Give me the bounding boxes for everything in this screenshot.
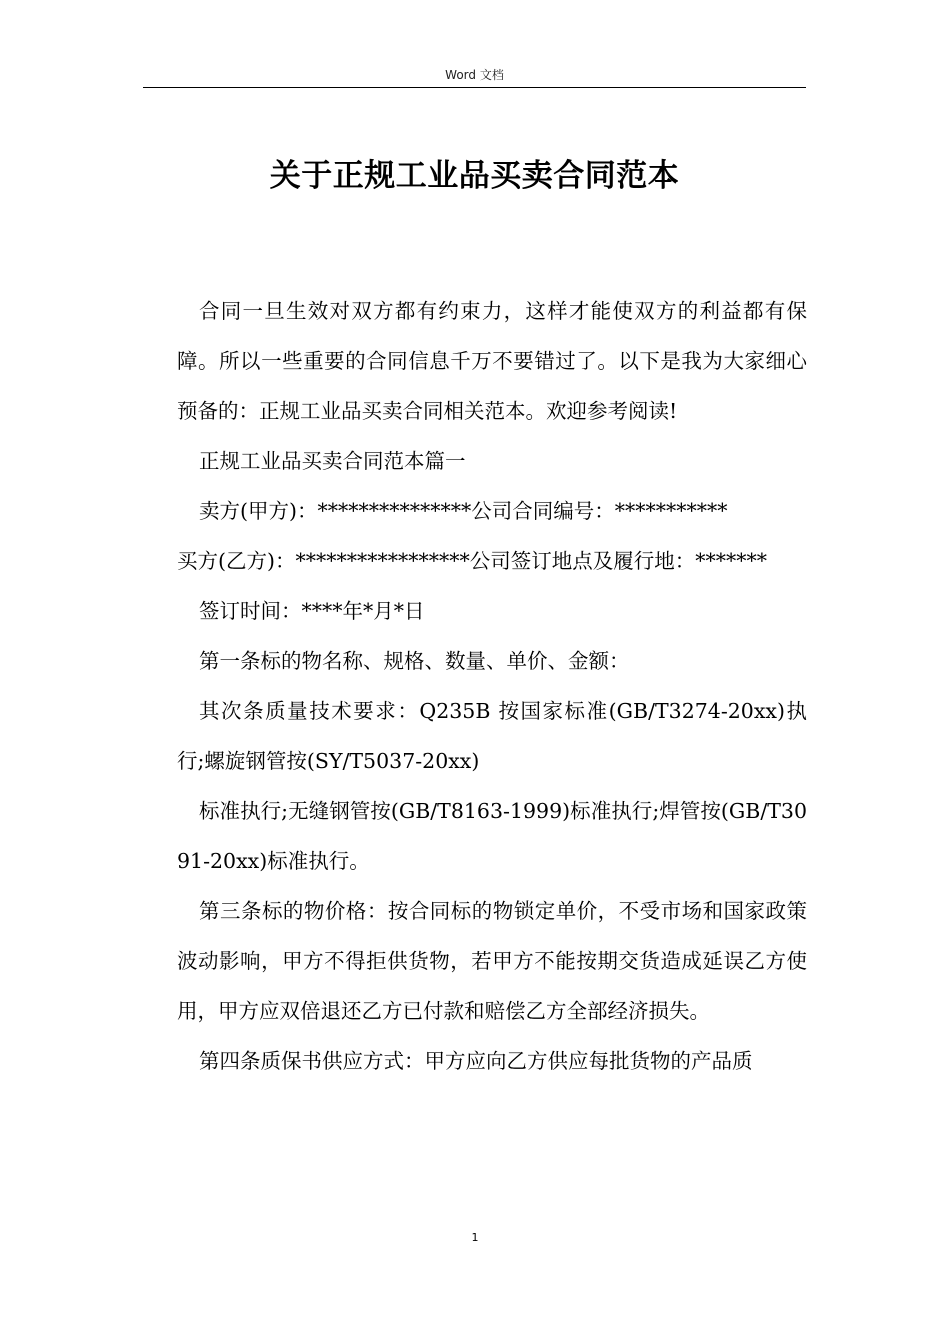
paragraph-seller: 卖方(甲方)：***************公司合同编号：*********** — [199, 499, 728, 523]
document-title: 关于正规工业品买卖合同范本 — [269, 158, 680, 194]
document-body — [177, 286, 807, 1086]
paragraph-section-heading: 正规工业品买卖合同范本篇一 — [199, 449, 466, 473]
paragraph-article-1: 第一条标的物名称、规格、数量、单价、金额： — [199, 649, 630, 673]
page-number: 1 — [471, 1231, 479, 1244]
paragraph-intro: 合同一旦生效对双方都有约束力，这样才能使双方的利益都有保障。所以一些重要的合同信息千万不要错过了。以下是我为大家细心预备的：正规工业品买卖合同相关范本。欢迎参考阅读! — [177, 299, 807, 423]
paragraph-article-3: 第三条标的物价格：按合同标的物锁定单价，不受市场和国家政策波动影响，甲方不得拒供货物，若甲方不能按期交货造成延误乙方使用，甲方应双倍退还乙方已付款和赔偿乙方全部经济损失。 — [177, 899, 807, 1023]
header-divider — [143, 87, 806, 88]
paragraph-sign-date: 签订时间：****年*月*日 — [199, 599, 425, 623]
page-header: Word 文档 — [445, 68, 504, 82]
paragraph-article-2: 其次条质量技术要求：Q235B 按国家标准(GB/T3274-20xx)执行;螺旋钢管按(SY/T5037-20xx) — [177, 699, 807, 773]
paragraph-article-4: 第四条质保书供应方式：甲方应向乙方供应每批货物的产品质 — [199, 1049, 753, 1073]
paragraph-article-2-cont: 标准执行;无缝钢管按(GB/T8163-1999)标准执行;焊管按(GB/T3091-20xx)标准执行。 — [177, 799, 807, 873]
paragraph-buyer: 买方(乙方)：*****************公司签订地点及履行地：******* — [177, 549, 767, 573]
